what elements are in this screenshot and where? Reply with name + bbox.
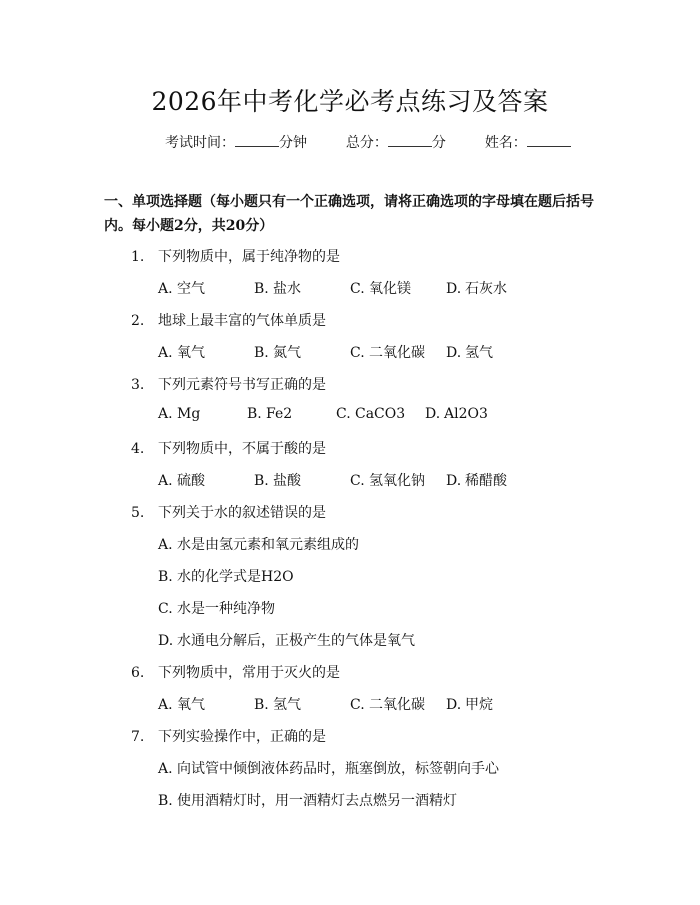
option-d[interactable]: D. 氢气 <box>446 345 493 361</box>
option-d[interactable]: D. 水通电分解后，正极产生的气体是氧气 <box>158 633 415 649</box>
question-number: 4. <box>131 441 145 457</box>
option-b[interactable]: B. Fe2 <box>247 406 293 422</box>
option-c[interactable]: C. 氢氧化钠 <box>350 473 425 489</box>
question-4-options <box>158 470 507 490</box>
time-blank[interactable] <box>235 134 279 147</box>
score-unit: 分 <box>431 135 446 151</box>
question-3 <box>131 374 326 394</box>
question-number: 2. <box>131 313 145 329</box>
option-c[interactable]: C. 二氧化碳 <box>350 697 425 713</box>
option-b[interactable]: B. 氮气 <box>254 345 301 361</box>
question-text: 地球上最丰富的气体单质是 <box>158 313 326 329</box>
question-number: 6. <box>131 665 145 681</box>
question-text: 下列物质中，不属于酸的是 <box>158 441 326 457</box>
option-d[interactable]: D. 石灰水 <box>446 281 507 297</box>
document-title: 2026年中考化学必考点练习及答案 <box>151 87 549 116</box>
option-a[interactable]: A. 硫酸 <box>158 473 205 489</box>
question-text: 下列物质中，常用于灭火的是 <box>158 665 340 681</box>
question-text: 下列关于水的叙述错误的是 <box>158 505 326 521</box>
question-number: 7. <box>131 729 145 745</box>
exam-info-line <box>165 132 571 152</box>
question-4 <box>131 438 326 458</box>
question-number: 5. <box>131 505 145 521</box>
option-a[interactable]: A. 氧气 <box>158 697 205 713</box>
question-2-options <box>158 342 493 362</box>
question-text: 下列物质中，属于纯净物的是 <box>158 249 340 265</box>
option-a[interactable]: A. 水是由氢元素和氧元素组成的 <box>158 537 359 553</box>
option-c[interactable]: C. CaCO3 <box>336 406 406 422</box>
name-blank[interactable] <box>527 134 571 147</box>
name-label: 姓名： <box>484 135 527 151</box>
time-unit: 分钟 <box>279 135 307 151</box>
option-a[interactable]: A. Mg <box>158 406 201 422</box>
option-b[interactable]: B. 使用酒精灯时，用一酒精灯去点燃另一酒精灯 <box>158 793 457 809</box>
question-text: 下列元素符号书写正确的是 <box>158 377 326 393</box>
option-b[interactable]: B. 盐水 <box>254 281 301 297</box>
question-number: 1. <box>131 249 145 265</box>
question-number: 3. <box>131 377 145 393</box>
option-d[interactable]: D. 稀醋酸 <box>446 473 507 489</box>
question-6-options <box>158 694 493 714</box>
question-5 <box>131 502 326 522</box>
section-heading: 一、单项选择题（每小题只有一个正确选项，请将正确选项的字母填在题后括号内。每小题2分，共20分） <box>104 194 594 234</box>
option-a[interactable]: A. 空气 <box>158 281 205 297</box>
question-text: 下列实验操作中，正确的是 <box>158 729 326 745</box>
option-b[interactable]: B. 氢气 <box>254 697 301 713</box>
option-b[interactable]: B. 水的化学式是H2O <box>158 569 294 585</box>
question-1-options <box>158 278 507 298</box>
option-d[interactable]: D. Al2O3 <box>425 406 488 422</box>
question-1 <box>131 246 340 266</box>
question-3-options <box>158 406 488 422</box>
score-label: 总分： <box>345 135 388 151</box>
time-label: 考试时间： <box>165 135 235 151</box>
question-2 <box>131 310 326 330</box>
option-a[interactable]: A. 向试管中倾倒液体药品时，瓶塞倒放，标签朝向手心 <box>158 761 499 777</box>
option-a[interactable]: A. 氧气 <box>158 345 205 361</box>
option-c[interactable]: C. 氧化镁 <box>350 281 411 297</box>
score-blank[interactable] <box>388 134 432 147</box>
question-6 <box>131 662 340 682</box>
option-c[interactable]: C. 水是一种纯净物 <box>158 601 275 617</box>
option-c[interactable]: C. 二氧化碳 <box>350 345 425 361</box>
option-b[interactable]: B. 盐酸 <box>254 473 301 489</box>
question-7 <box>131 726 326 746</box>
option-d[interactable]: D. 甲烷 <box>446 697 493 713</box>
